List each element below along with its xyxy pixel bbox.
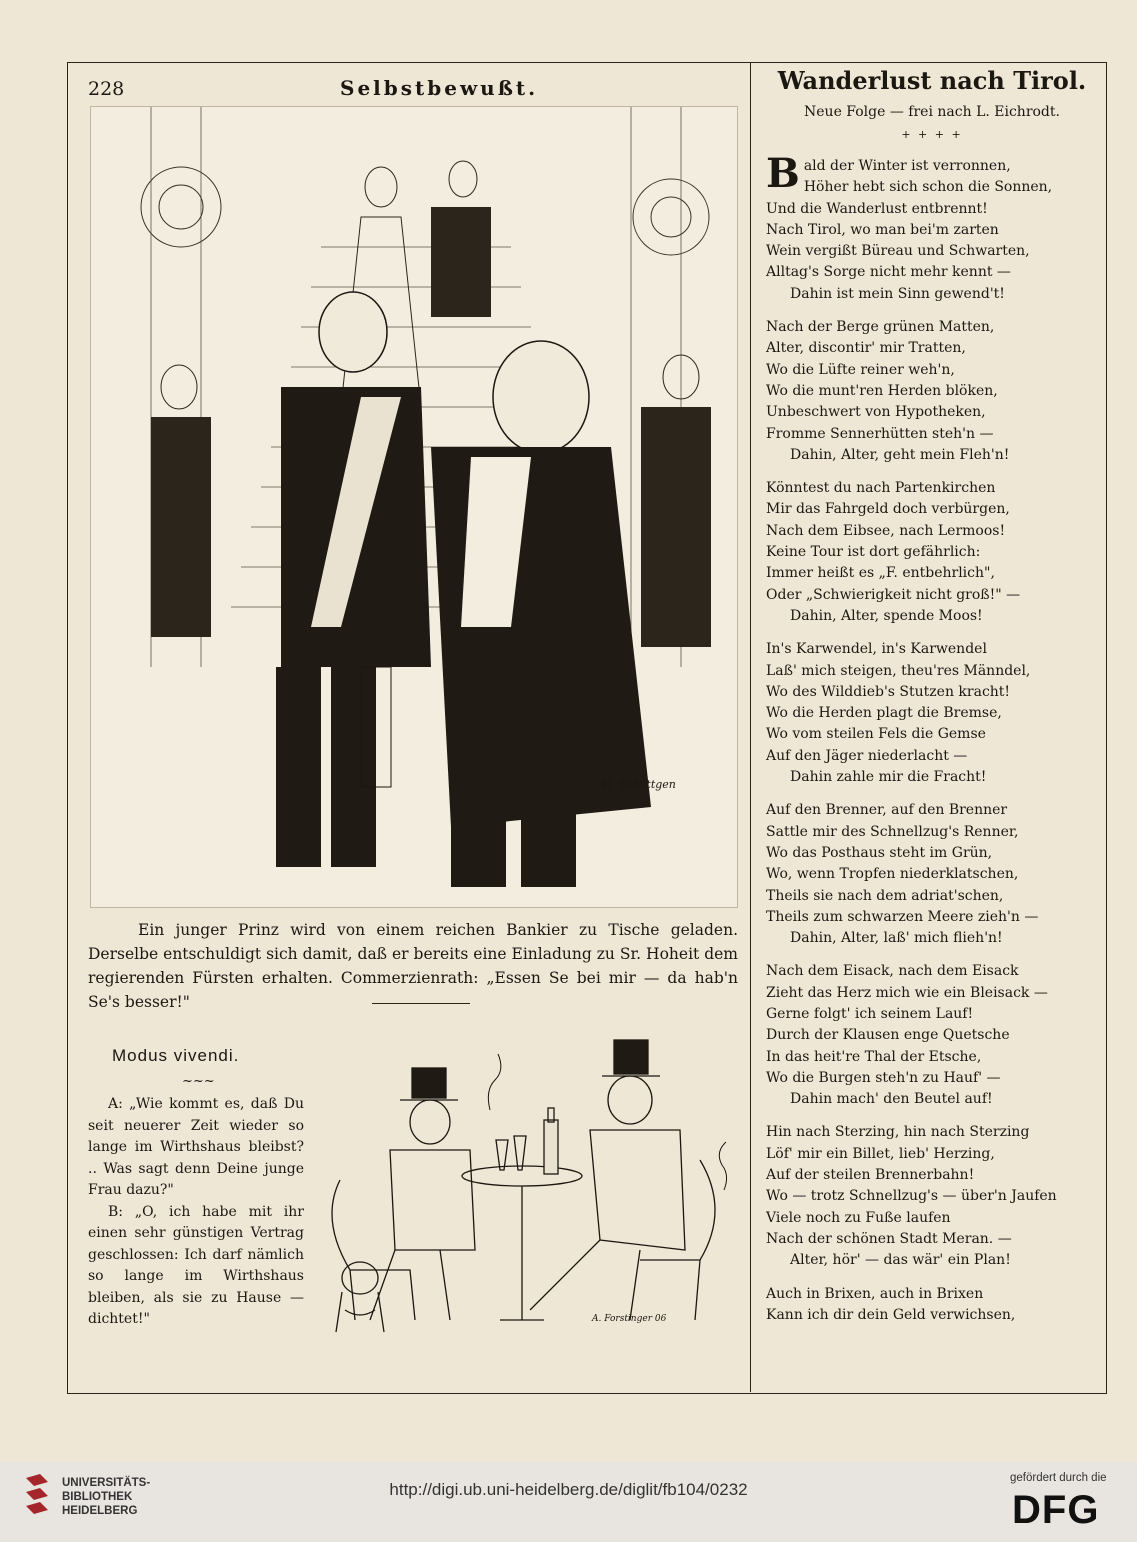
poem-line: Mir das Fahrgeld doch verbürgen, <box>766 501 1010 518</box>
poem-line: Und die Wanderlust entbrennt! <box>766 200 988 217</box>
poem-line: Viele noch zu Fuße laufen <box>766 1209 951 1226</box>
poem-line: Wein vergißt Büreau und Schwarten, <box>766 243 1030 260</box>
poem-line: Wo, wenn Tropfen niederklatschen, <box>766 866 1019 883</box>
poem-line: Wo die munt'ren Herden blöken, <box>766 382 998 399</box>
poem-stanza <box>766 150 1102 305</box>
poem-line: Alter, discontir' mir Tratten, <box>766 340 966 357</box>
illustration-caption: Ein junger Prinz wird von einem reichen Bankier zu Tische geladen. Derselbe entschuldigt sich damit, daß er bereits eine Einladung zu Sr. Hoheit dem regierenden Fürsten erhalten. Commerzienrath: „Essen Se bei mir — da hab'n Se's besser!" <box>88 921 738 1011</box>
poem-line: Nach dem Eibsee, nach Lermoos! <box>766 522 1006 539</box>
poem-refrain: Dahin ist mein Sinn gewend't! <box>790 285 1005 302</box>
poem-line: Könntest du nach Partenkirchen <box>766 480 996 497</box>
poem-line: Nach Tirol, wo man bei'm zarten <box>766 221 999 238</box>
poem-line: Theils sie nach dem adriat'schen, <box>766 887 1004 904</box>
poem-line: Nach dem Eisack, nach dem Eisack <box>766 963 1019 980</box>
cafe-scene-drawing <box>300 1020 744 1350</box>
poem-line: Wo die Burgen steh'n zu Hauf' — <box>766 1069 1001 1086</box>
poem-stanza <box>766 317 1102 466</box>
left-heading: Selbstbewußt. <box>340 76 539 100</box>
institution-line: HEIDELBERG <box>62 1505 138 1517</box>
poem-line: ald der Winter ist verronnen, <box>803 158 1011 174</box>
poem-refrain: Dahin, Alter, geht mein Fleh'n! <box>790 446 1010 463</box>
poem-line: Wo das Posthaus steht im Grün, <box>766 844 993 861</box>
poem-line: Wo die Herden plagt die Bremse, <box>766 705 1002 722</box>
poem-line: Oder „Schwierigkeit nicht groß!" — <box>766 586 1021 603</box>
poem-line: Theils zum schwarzen Meere zieh'n — <box>766 908 1039 925</box>
poem-refrain: Dahin, Alter, spende Moos! <box>790 607 983 624</box>
poem-line: Laß' mich steigen, theu'res Männdel, <box>766 662 1031 679</box>
poem-line: Wo die Lüfte reiner weh'n, <box>766 361 955 378</box>
poem-line: Unbeschwert von Hypotheken, <box>766 404 986 421</box>
dialogue-paragraph-a: A: „Wie kommt es, daß Du seit neuerer Zeit wieder so lange im Wirthshaus bleibst? .. Was sagt denn Deine junge Frau dazu?" <box>88 1096 304 1198</box>
poem-line: Hin nach Sterzing, hin nach Sterzing <box>766 1124 1030 1141</box>
poem-line: Auf den Brenner, auf den Brenner <box>766 802 1008 819</box>
poem-line: Alltag's Sorge nicht mehr kennt — <box>766 264 1011 281</box>
poem-line: In das heit're Thal der Etsche, <box>766 1048 982 1065</box>
poem-title: Wanderlust nach Tirol. <box>777 66 1087 95</box>
dfg-logo[interactable]: DFG <box>1012 1488 1100 1532</box>
poem-line: Auch in Brixen, auch in Brixen <box>766 1285 984 1302</box>
poem-line: In's Karwendel, in's Karwendel <box>766 641 987 658</box>
institution-line: BIBLIOTHEK <box>62 1491 133 1503</box>
cafe-illustration <box>300 1020 744 1350</box>
poem-line: Sattle mir des Schnellzug's Renner, <box>766 823 1019 840</box>
poem-refrain: Dahin, Alter, laß' mich flieh'n! <box>790 930 1003 947</box>
poem-stanza <box>766 800 1102 949</box>
permalink-url[interactable]: http://digi.ub.uni-heidelberg.de/diglit/fb104/0232 <box>389 1480 748 1499</box>
modus-vivendi-title: Modus vivendi. <box>112 1046 240 1065</box>
poem-line: Auf den Jäger niederlacht — <box>766 747 968 764</box>
poem-line: Gerne folgt' ich seinem Lauf! <box>766 1005 974 1022</box>
poem-line: Wo — trotz Schnellzug's — über'n Jaufen <box>766 1188 1057 1205</box>
page-number: 228 <box>88 78 125 100</box>
poem-dropcap: B <box>766 150 800 197</box>
poem-line: Auf der steilen Brennerbahn! <box>766 1167 975 1184</box>
poem-line: Immer heißt es „F. entbehrlich", <box>766 565 995 582</box>
poem-body <box>766 150 1102 1338</box>
poem-refrain: Dahin mach' den Beutel auf! <box>790 1091 993 1108</box>
dialogue-paragraph-b: B: „O, ich habe mit ihr einen sehr günstigen Vertrag geschlossen: Ich darf nämlich so lange im Wirthshaus bleiben, als sie zu Hause — dichtet!" <box>88 1203 304 1327</box>
column-divider <box>750 62 751 1392</box>
poem-stanza <box>766 478 1102 627</box>
poem-line: Kann ich dir dein Geld verwichsen, <box>766 1306 1016 1323</box>
poem-line: Löf' mir ein Billet, lieb' Herzing, <box>766 1145 995 1162</box>
poem-line: Keine Tour ist dort gefährlich: <box>766 544 981 561</box>
section-rule <box>372 1003 470 1004</box>
poem-stanza <box>766 961 1102 1110</box>
poem-line: Durch der Klausen enge Quetsche <box>766 1027 1010 1044</box>
modus-dialogue <box>88 1094 304 1331</box>
poem-line: Nach der schönen Stadt Meran. — <box>766 1230 1012 1247</box>
poem-ornament: + + + + <box>901 128 963 141</box>
institution-line: UNIVERSITÄTS- <box>62 1477 151 1489</box>
modus-swash: ~~~ <box>182 1074 215 1089</box>
poem-line: Nach der Berge grünen Matten, <box>766 319 995 336</box>
cafe-illustration-signature: A. Forstinger 06 <box>592 1314 667 1324</box>
poem-line: Zieht das Herz mich wie ein Bleisack — <box>766 984 1048 1001</box>
poem-stanza <box>766 639 1102 788</box>
poem-stanza <box>766 1284 1102 1327</box>
poem-refrain: Dahin zahle mir die Fracht! <box>790 769 987 786</box>
main-illustration-signature: H. Schlittgen <box>602 778 676 791</box>
viewer-footer <box>0 1462 1137 1542</box>
poem-refrain: Alter, hör' — das wär' ein Plan! <box>790 1252 1011 1269</box>
poem-line: Wo des Wilddieb's Stutzen kracht! <box>766 683 1011 700</box>
funded-by-label: gefördert durch die <box>1010 1472 1107 1484</box>
poem-line: Wo vom steilen Fels die Gemse <box>766 726 986 743</box>
poem-line: Fromme Sennerhütten steh'n — <box>766 425 994 442</box>
poem-subtitle: Neue Folge — frei nach L. Eichrodt. <box>804 104 1060 120</box>
poem-line: Höher hebt sich schon die Sonnen, <box>803 179 1053 196</box>
poem-stanza <box>766 1122 1102 1271</box>
